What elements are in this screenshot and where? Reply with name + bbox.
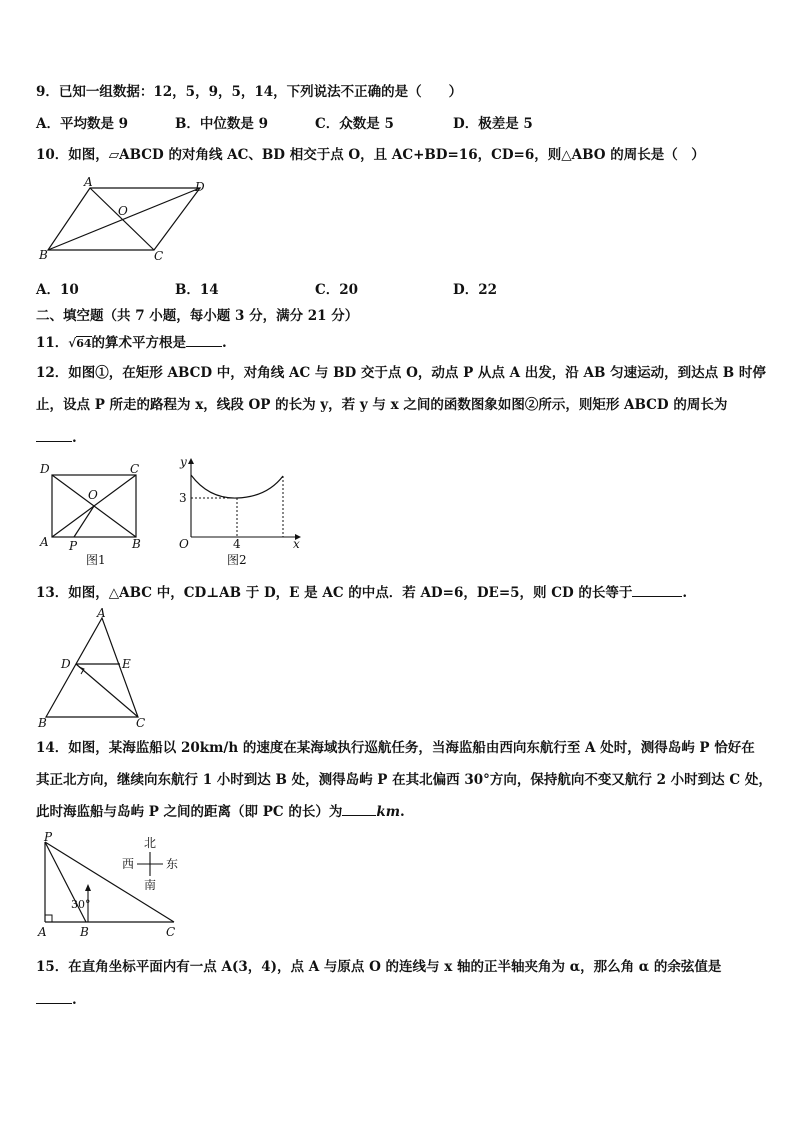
q15-answer-blank[interactable] (36, 990, 72, 1004)
compass-north: 北 (144, 836, 157, 850)
q13-label-d: D (61, 657, 71, 671)
q14-answer-blank[interactable] (342, 802, 376, 816)
q14-unit: km (376, 804, 400, 820)
q9-option-d: D．极差是 5 (453, 116, 533, 132)
q14-line3-text: 此时海监船与岛屿 P 之间的距离（即 PC 的长）为 (36, 804, 343, 820)
q13-label-c: C (136, 716, 146, 730)
q10-option-a: A．10 (36, 282, 79, 298)
compass-west: 西 (122, 857, 135, 871)
q10-option-c: C．20 (315, 282, 359, 298)
q11-answer-blank[interactable] (186, 333, 222, 347)
compass-south: 南 (144, 878, 157, 892)
q12-answer-blank[interactable] (36, 428, 72, 442)
section-heading: 二、填空题（共 7 小题，每小题 3 分，满分 21 分） (36, 308, 359, 324)
q14-label-a: A (38, 925, 47, 939)
q12-fig1-label-a: A (40, 535, 49, 549)
q11-prefix: 11． (36, 335, 69, 351)
q10-label-d: D (195, 180, 205, 194)
q12-line3: . (36, 428, 77, 447)
q15-line2: . (36, 990, 77, 1009)
q10-label-a: A (84, 175, 93, 189)
q13-stem: 13．如图，△ABC 中，CD⊥AB 于 D，E 是 AC 的中点．若 AD=6，DE=5，则 CD 的长等于 . (36, 585, 688, 601)
q9-option-b: B．中位数是 9 (175, 116, 269, 132)
q12-fig2-origin: O (179, 537, 189, 551)
q13-triangle-figure (36, 605, 156, 730)
q12-line2: 止，设点 P 所走的路程为 x，线段 OP 的长为 y，若 y 与 x 之间的函数图象如图②所示，则矩形 ABCD 的周长为 (36, 397, 728, 413)
q11-radicand: 64 (76, 337, 92, 350)
q10-option-b: B．14 (175, 282, 219, 298)
q9-option-c: C．众数是 5 (315, 116, 394, 132)
q13-label-b: B (38, 716, 47, 730)
q14-label-b: B (80, 925, 89, 939)
q10-option-d: D．22 (453, 282, 497, 298)
q14-angle-label: 30° (71, 898, 91, 911)
q10-label-b: B (39, 248, 48, 262)
q12-fig1-label-b: B (132, 537, 141, 551)
q14-line3: 此时海监船与岛屿 P 之间的距离（即 PC 的长）为 km. (36, 804, 405, 820)
q12-fig2-x-label: x (293, 537, 300, 551)
q12-fig1-label-p: P (69, 539, 78, 553)
q10-label-o: O (118, 204, 128, 218)
q12-rectangle-figure (36, 460, 151, 570)
sqrt-symbol: √ (68, 336, 77, 350)
q12-fig1-label-o: O (88, 488, 98, 502)
q12-function-graph (175, 455, 305, 570)
q12-fig2-tick-4: 4 (233, 537, 241, 551)
q14-line1: 14．如图，某海监船以 20km/h 的速度在某海域执行巡航任务，当海监船由西向东航行至 A 处时，测得岛屿 P 恰好在 (36, 740, 755, 756)
q13-label-e: E (122, 657, 131, 671)
q14-line2: 其正北方向，继续向东航行 1 小时到达 B 处，测得岛屿 P 在其北偏西 30°方向，保持航向不变又航行 2 小时到达 C 处， (36, 772, 772, 788)
q14-label-p: P (44, 830, 53, 844)
q12-line1: 12．如图①，在矩形 ABCD 中，对角线 AC 与 BD 交于点 O，动点 P 从点 A 出发，沿 AB 匀速运动，到达点 B 时停 (36, 365, 766, 381)
q14-label-c: C (166, 925, 176, 939)
q15-line1: 15．在直角坐标平面内有一点 A(3，4)，点 A 与原点 O 的连线与 x 轴的正半轴夹角为 α，那么角 α 的余弦值是 (36, 959, 722, 975)
q10-parallelogram-figure (36, 175, 216, 265)
q12-fig1-label-d: D (40, 462, 50, 476)
q9-stem: 9．已知一组数据：12，5，9，5，14，下列说法不正确的是（ ） (36, 84, 463, 100)
q12-fig2-y-label: y (180, 455, 187, 469)
q13-label-a: A (97, 606, 106, 620)
q11-stem: 11．√64的算术平方根是 . (36, 335, 227, 351)
q12-fig2-caption: 图2 (227, 553, 247, 567)
q12-fig2-tick-3: 3 (179, 491, 187, 505)
q9-option-a: A．平均数是 9 (36, 116, 129, 132)
q10-stem: 10．如图，▱ABCD 的对角线 AC、BD 相交于点 O，且 AC+BD=16，CD=6，则△ABO 的周长是（ ） (36, 147, 705, 163)
q12-fig1-label-c: C (130, 462, 140, 476)
q11-suffix: 的算术平方根是 (91, 335, 186, 351)
compass-east: 东 (166, 857, 179, 871)
q12-fig1-caption: 图1 (86, 553, 106, 567)
q10-label-c: C (154, 249, 164, 263)
q13-answer-blank[interactable] (632, 583, 682, 597)
q14-navigation-figure (36, 830, 196, 942)
q13-stem-text: 13．如图，△ABC 中，CD⊥AB 于 D，E 是 AC 的中点．若 AD=6，DE=5，则 CD 的长等于 (36, 585, 633, 601)
